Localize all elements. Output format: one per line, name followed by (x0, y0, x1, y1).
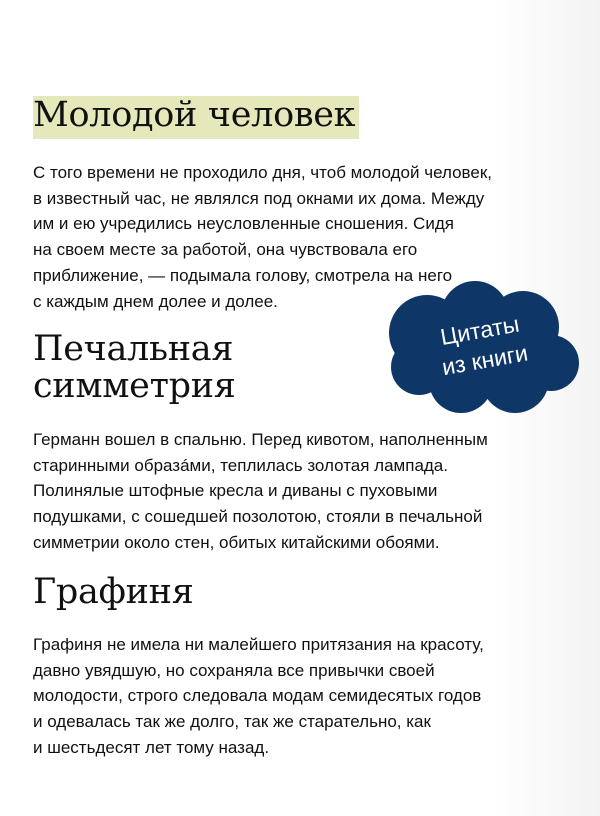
heading-line: симметрия (33, 366, 236, 406)
paragraph-line: Графиня не имела ни малейшего притязания на красоту, (33, 635, 484, 654)
paragraph-line: Полинялые штофные кресла и диваны с пуховыми (33, 481, 438, 501)
paragraph-line: подушками, с сошедшей позолотою, стояли в печальной (33, 507, 483, 527)
section-heading: Молодой человек (33, 96, 359, 139)
paragraph-line: на своем месте за работой, она чувствовала его (33, 240, 418, 260)
paragraph-line: и шестьдесят лет тому назад. (33, 737, 270, 757)
paragraph-line: молодости, строго следовала модам семидесятых годов (33, 686, 482, 706)
paragraph-line: с каждым днем долее и долее. (33, 291, 278, 311)
paragraph-line: давно увядшую, но сохраняла все привычки своей (33, 660, 435, 680)
paragraph-line: Германн вошел в спальню. Перед кивотом, наполненным (33, 430, 488, 449)
section-paragraph (33, 632, 553, 761)
paragraph-line: и одевалась так же долго, так же старательно, как (33, 712, 431, 732)
section-heading: Графиня (33, 572, 194, 612)
section-paragraph (33, 427, 553, 556)
paragraph-line: С того времени не проходило дня, чтоб молодой человек, (33, 163, 492, 182)
badge-label-line: Цитаты (438, 310, 522, 350)
quotes-badge (383, 281, 583, 417)
heading-line: Печальная (33, 329, 234, 369)
paragraph-line: приближение, — подымала голову, смотрела на него (33, 265, 453, 285)
paragraph-line: в известный час, не являлся под окнами их дома. Между (33, 188, 485, 208)
section-countess (33, 574, 553, 761)
badge-label-line: из книги (439, 339, 530, 381)
paragraph-line: старинными образáми, теплилась золотая лампада. (33, 455, 448, 475)
paragraph-line: им и ею учредились неусловленные сношения. Сидя (33, 214, 454, 234)
paragraph-line: симметрии около стен, обитых китайскими обоями. (33, 532, 440, 552)
